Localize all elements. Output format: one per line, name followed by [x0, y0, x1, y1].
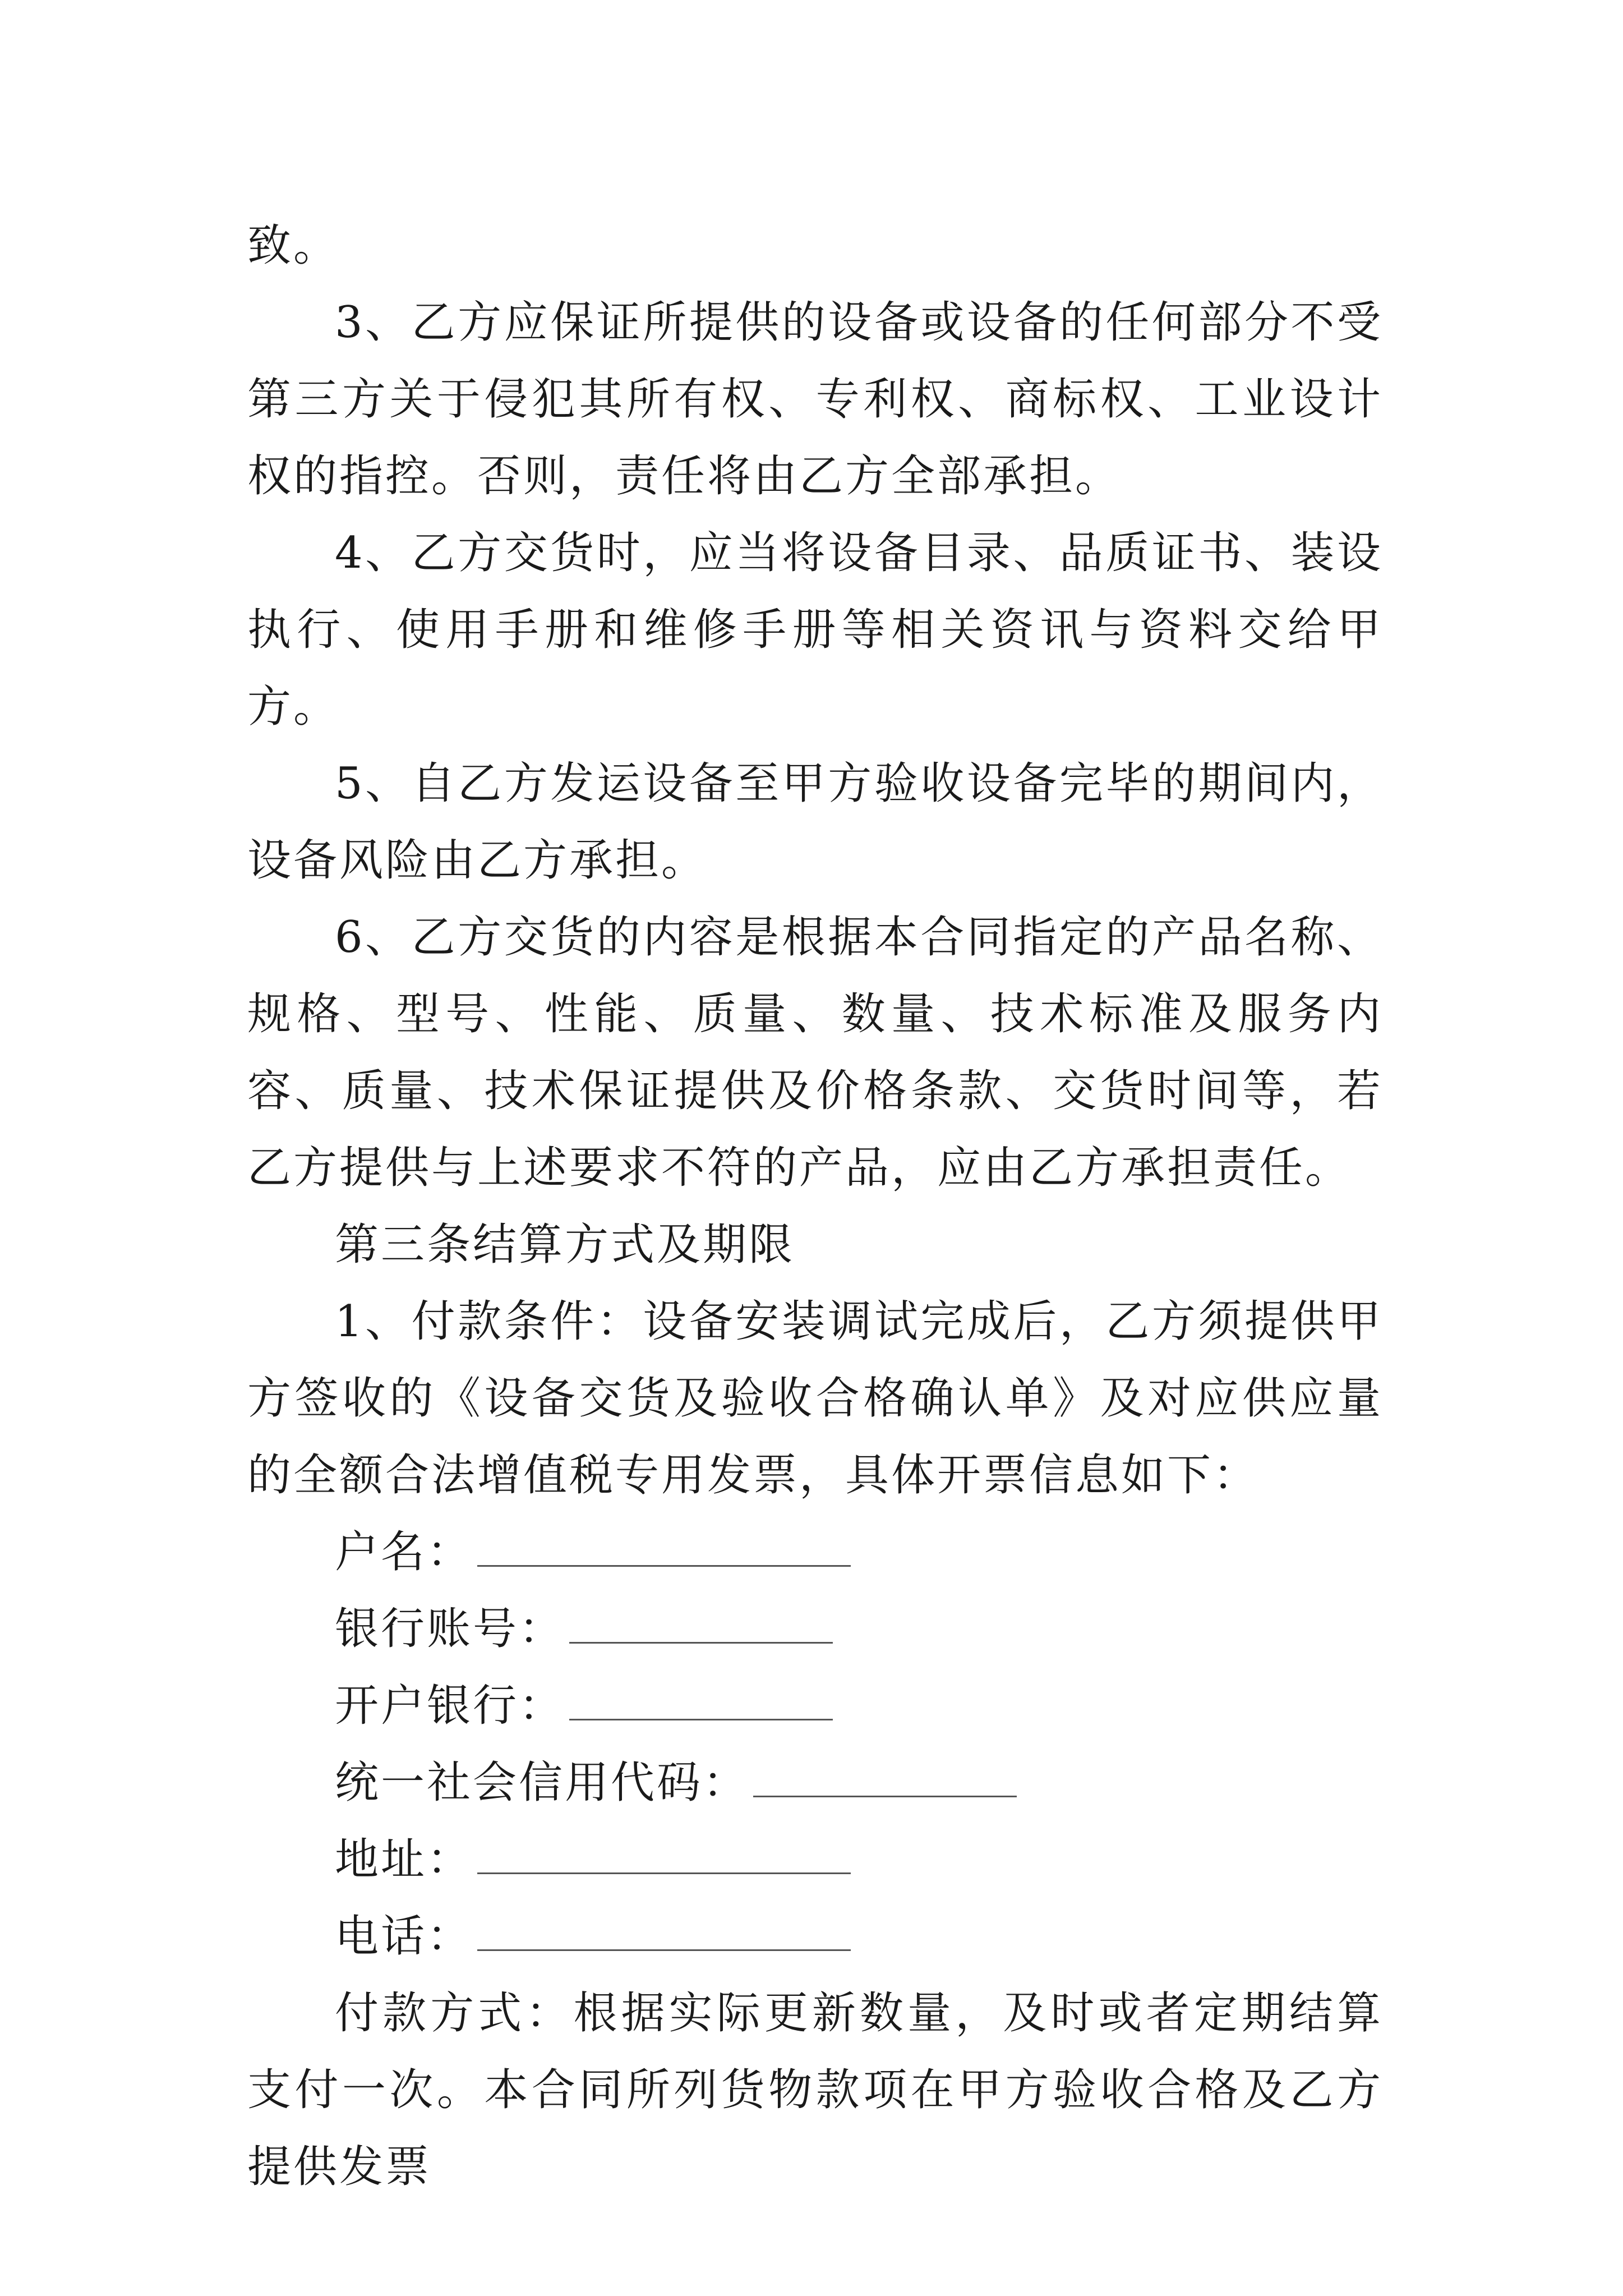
paragraph-payment-conditions: 1、付款条件：设备安装调试完成后，乙方须提供甲方签收的《设备交货及验收合格确认单》及对应供应量的全额合法增值税专用发票，具体开票信息如下： — [247, 1296, 1383, 1501]
blank-line — [477, 1913, 851, 1951]
paragraph-continuation: 致。 — [247, 220, 340, 271]
section-heading-article-3: 第三条结算方式及期限 — [335, 1220, 795, 1270]
field-label: 统一社会信用代码： — [335, 1757, 749, 1808]
field-label: 银行账号： — [335, 1604, 565, 1654]
document-body — [247, 208, 1383, 2206]
field-account-name — [247, 1514, 1383, 1591]
field-phone — [247, 1898, 1383, 1975]
paragraph-clause-3: 3、乙方应保证所提供的设备或设备的任何部分不受第三方关于侵犯其所有权、专利权、商标权、工业设计权的指控。否则，责任将由乙方全部承担。 — [247, 297, 1383, 501]
blank-line — [477, 1529, 851, 1567]
blank-line — [477, 1837, 851, 1874]
field-bank — [247, 1668, 1383, 1745]
blank-line — [753, 1760, 1017, 1797]
blank-line — [569, 1606, 833, 1644]
field-bank-account — [247, 1591, 1383, 1668]
paragraph-payment-method: 付款方式：根据实际更新数量，及时或者定期结算支付一次。本合同所列货物款项在甲方验收合格及乙方提供发票 — [247, 1988, 1383, 2192]
paragraph-clause-5: 5、自乙方发运设备至甲方验收设备完毕的期间内，设备风险由乙方承担。 — [247, 758, 1383, 886]
field-credit-code — [247, 1745, 1383, 1821]
field-address — [247, 1821, 1383, 1898]
field-label: 电话： — [335, 1911, 473, 1962]
field-label: 开户银行： — [335, 1681, 565, 1731]
paragraph-clause-4: 4、乙方交货时，应当将设备目录、品质证书、装设执行、使用手册和维修手册等相关资讯与资料交给甲方。 — [247, 528, 1383, 732]
field-label: 户名： — [335, 1527, 473, 1577]
blank-line — [569, 1683, 833, 1720]
paragraph-clause-6: 6、乙方交货的内容是根据本合同指定的产品名称、规格、型号、性能、质量、数量、技术标准及服务内容、质量、技术保证提供及价格条款、交货时间等，若乙方提供与上述要求不符的产品，应由乙方承担责任。 — [247, 912, 1383, 1193]
field-label: 地址： — [335, 1834, 473, 1885]
